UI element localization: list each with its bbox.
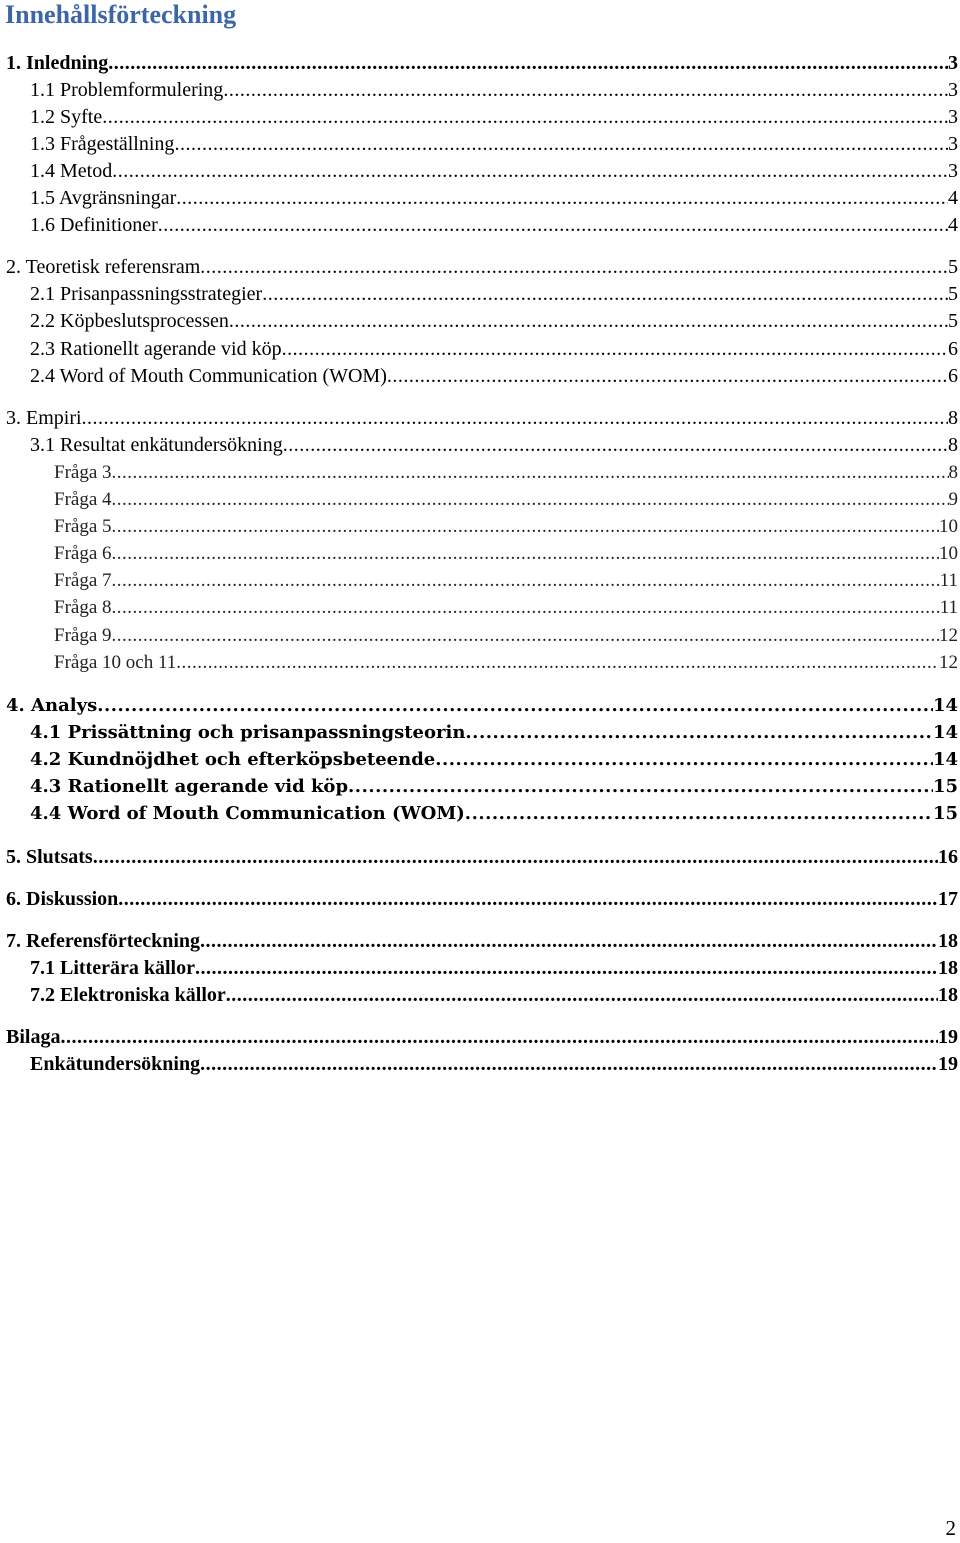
toc-entry[interactable] <box>6 407 958 430</box>
toc-entry-page: 18 <box>938 957 958 979</box>
toc-entry-label: 1.3 Frågeställning <box>30 133 175 155</box>
toc-entry[interactable] <box>54 625 958 647</box>
toc-entry-label: 4.3 Rationellt agerande vid köp <box>30 776 349 797</box>
toc-entry-label: 1.1 Problemformulering <box>30 79 224 101</box>
toc-entry-label: 7. Referensförteckning <box>6 930 201 952</box>
toc-entry-label: 3.1 Resultat enkätundersökning <box>30 434 283 456</box>
toc-entry-page: 3 <box>948 106 958 128</box>
toc-entry[interactable] <box>54 543 958 565</box>
toc-entry-page: 18 <box>938 984 958 1006</box>
toc-entry-page: 10 <box>939 516 958 537</box>
toc-leader <box>200 930 938 953</box>
toc-entry[interactable] <box>54 489 958 511</box>
toc-entry-page: 15 <box>932 776 958 797</box>
toc-leader <box>176 652 939 674</box>
toc-leader <box>435 749 933 770</box>
toc-leader <box>97 695 933 716</box>
toc-entry-label: 2. Teoretisk referensram <box>6 256 201 278</box>
toc-entry[interactable] <box>30 984 958 1007</box>
toc-entry-label: 1.2 Syfte <box>30 106 103 128</box>
toc-entry-label: 5. Slutsats <box>6 846 93 868</box>
toc-entry[interactable] <box>30 283 958 306</box>
toc-entry-label: 1.5 Avgränsningar <box>30 187 177 209</box>
toc-entry-page: 4 <box>948 187 958 209</box>
toc-leader <box>283 434 948 457</box>
toc-entry[interactable] <box>54 570 958 592</box>
toc-entry-label: Bilaga <box>6 1026 61 1048</box>
toc-leader <box>102 106 948 129</box>
toc-entry-page: 14 <box>932 749 958 770</box>
toc-entry-label: Fråga 10 och 11 <box>54 652 177 673</box>
toc-entry[interactable] <box>6 846 958 869</box>
toc-leader <box>112 543 939 565</box>
toc-leader <box>465 803 933 824</box>
toc-entry-label: Fråga 3 <box>54 462 112 483</box>
toc-entry-page: 3 <box>948 160 958 182</box>
toc-entry-label: Fråga 9 <box>54 625 112 646</box>
toc-entry-page: 6 <box>948 365 958 387</box>
toc-entry[interactable] <box>30 434 958 457</box>
toc-entry-page: 11 <box>939 570 958 591</box>
toc-leader <box>226 984 938 1007</box>
toc-leader <box>176 187 948 210</box>
toc-entry-page: 4 <box>948 214 958 236</box>
toc-entry[interactable] <box>6 1026 958 1049</box>
toc-entry-page: 16 <box>938 846 958 868</box>
toc-entry[interactable] <box>30 749 958 770</box>
toc-entry[interactable] <box>30 776 958 797</box>
toc-entry-page: 11 <box>939 597 958 618</box>
toc-leader <box>200 256 948 279</box>
toc-entry-label: 1.6 Definitioner <box>30 214 158 236</box>
toc-entry[interactable] <box>30 722 958 743</box>
toc-leader <box>60 1026 938 1049</box>
toc-entry[interactable] <box>30 79 958 102</box>
toc-entry[interactable] <box>30 338 958 361</box>
toc-entry[interactable] <box>30 310 958 333</box>
toc-leader <box>282 338 948 361</box>
toc-leader <box>195 957 938 980</box>
toc-leader <box>465 722 933 743</box>
toc-entry-label: 1.4 Metod <box>30 160 113 182</box>
toc-entry[interactable] <box>6 888 958 911</box>
toc-leader <box>229 310 948 333</box>
toc-leader <box>112 160 948 183</box>
toc-entry-label: 3. Empiri <box>6 407 82 429</box>
toc-leader <box>112 570 940 592</box>
toc-entry[interactable] <box>6 695 958 716</box>
toc-entry[interactable] <box>30 1053 958 1076</box>
toc-entry[interactable] <box>30 187 958 210</box>
toc-entry-page: 18 <box>938 930 958 952</box>
toc-entry[interactable] <box>30 106 958 129</box>
toc-entry-page: 9 <box>948 489 958 510</box>
toc-entry[interactable] <box>30 214 958 237</box>
toc-entry-label: 1. Inledning <box>6 52 109 74</box>
toc-entry-page: 5 <box>948 310 958 332</box>
toc-entry[interactable] <box>30 803 958 824</box>
toc-entry-page: 14 <box>932 722 958 743</box>
toc-entry[interactable] <box>30 365 958 388</box>
toc-entry[interactable] <box>30 133 958 156</box>
toc-entry-page: 8 <box>948 434 958 456</box>
toc-entry-page: 3 <box>948 79 958 101</box>
toc-entry-page: 8 <box>948 462 958 483</box>
toc-entry-page: 3 <box>948 52 958 74</box>
toc-entry-page: 10 <box>939 543 958 564</box>
toc-entry-label: 2.3 Rationellt agerande vid köp <box>30 338 282 360</box>
toc-entry-page: 12 <box>939 652 958 673</box>
toc-entry[interactable] <box>30 160 958 183</box>
toc-entry-page: 19 <box>938 1053 958 1075</box>
toc-leader <box>112 597 940 619</box>
toc-leader <box>387 365 948 388</box>
toc-entry-page: 14 <box>932 695 958 716</box>
page-number: 2 <box>945 1516 956 1540</box>
toc-entry-label: Fråga 7 <box>54 570 112 591</box>
toc-entry-page: 6 <box>948 338 958 360</box>
toc-entry[interactable] <box>6 930 958 953</box>
toc-entry[interactable] <box>30 957 958 980</box>
toc-entry[interactable] <box>6 256 958 279</box>
toc-entry-label: Fråga 8 <box>54 597 112 618</box>
page-title: Innehållsförteckning <box>5 0 237 29</box>
toc-entry[interactable] <box>6 52 958 75</box>
toc-entry-label: 4.1 Prissättning och prisanpassningsteorin <box>30 722 466 743</box>
toc-entry-page: 5 <box>948 256 958 278</box>
toc-leader <box>118 888 938 911</box>
toc-entry-label: 2.4 Word of Mouth Communication (WOM) <box>30 365 387 387</box>
toc-leader <box>108 52 948 75</box>
toc-leader <box>112 516 939 538</box>
toc-entry[interactable] <box>54 652 958 674</box>
toc-entry-label: Fråga 5 <box>54 516 112 537</box>
toc-entry-page: 12 <box>939 625 958 646</box>
toc-leader <box>262 283 948 306</box>
toc-entry-label: Fråga 4 <box>54 489 112 510</box>
toc-leader <box>158 214 948 237</box>
toc-leader <box>223 79 948 102</box>
toc-entry-page: 5 <box>948 283 958 305</box>
toc-entry-label: 7.2 Elektroniska källor <box>30 984 226 1006</box>
toc-entry-label: 4. Analys <box>6 695 98 716</box>
toc-entry-label: 2.2 Köpbeslutsprocessen <box>30 310 229 332</box>
toc-entry-label: 4.2 Kundnöjdhet och efterköpsbeteende <box>30 749 436 770</box>
toc-entry-page: 19 <box>938 1026 958 1048</box>
toc-leader <box>174 133 948 156</box>
toc-leader <box>93 846 938 869</box>
toc-entry-label: 6. Diskussion <box>6 888 119 910</box>
toc-leader <box>112 625 939 647</box>
toc-leader <box>82 407 948 430</box>
toc-leader <box>348 776 933 797</box>
toc-entry-label: 7.1 Litterära källor <box>30 957 195 979</box>
toc-entry-page: 15 <box>932 803 958 824</box>
toc-entry-label: Fråga 6 <box>54 543 112 564</box>
toc-leader <box>200 1053 938 1076</box>
toc-entry-page: 3 <box>948 133 958 155</box>
toc-entry-page: 8 <box>948 407 958 429</box>
toc-entry-label: Enkätundersökning <box>30 1053 201 1075</box>
toc-entry-label: 2.1 Prisanpassningsstrategier <box>30 283 263 305</box>
toc-entry[interactable] <box>54 597 958 619</box>
toc-entry[interactable] <box>54 462 958 484</box>
toc-leader <box>112 489 949 511</box>
toc-entry[interactable] <box>54 516 958 538</box>
toc-entry-label: 4.4 Word of Mouth Communication (WOM) <box>30 803 465 824</box>
toc-leader <box>112 462 949 484</box>
toc-entry-page: 17 <box>938 888 958 910</box>
